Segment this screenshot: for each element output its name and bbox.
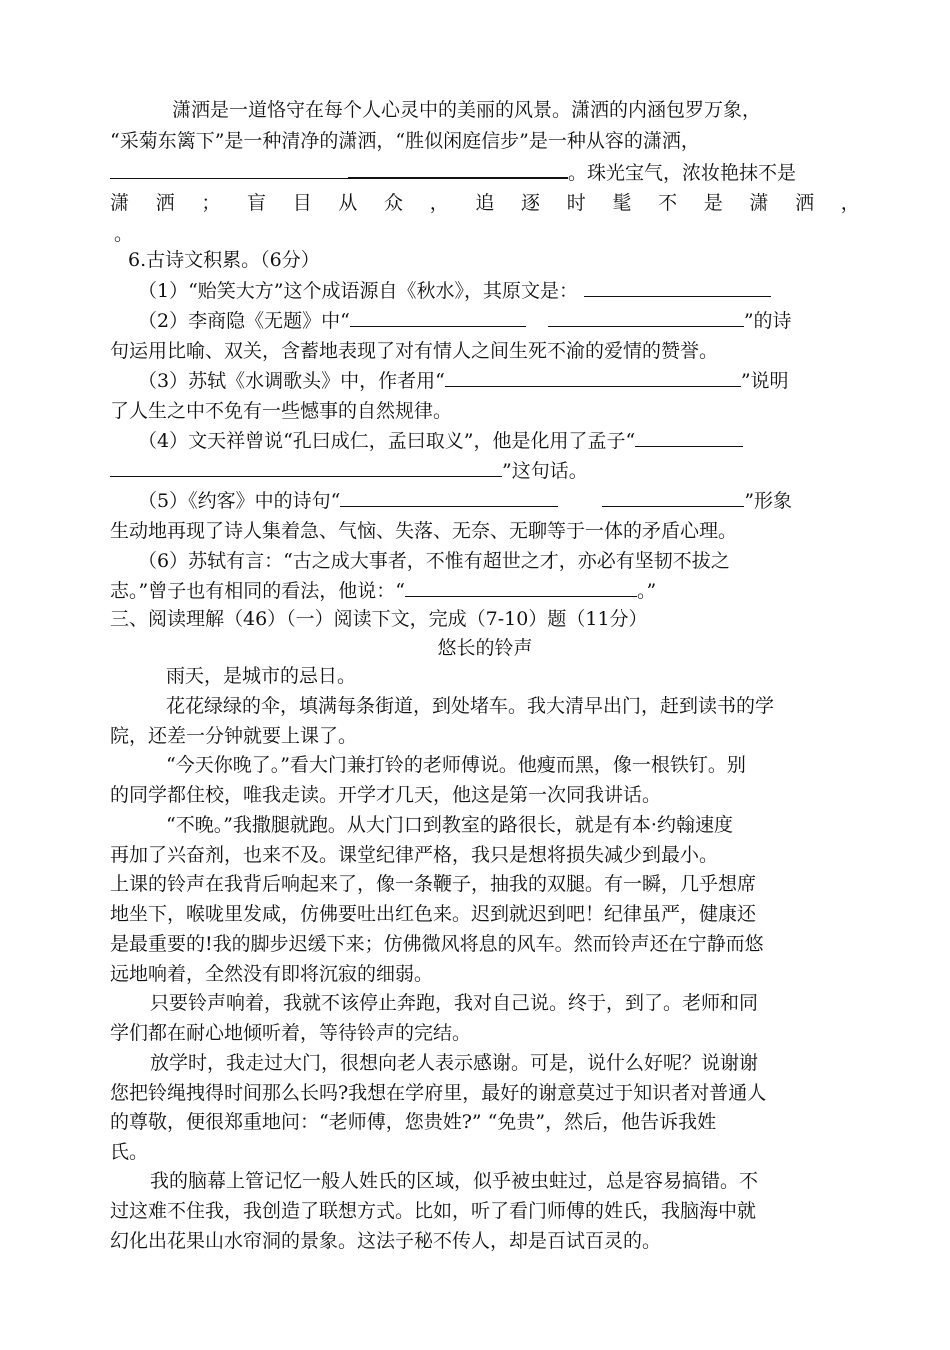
char: 追	[475, 192, 495, 214]
paragraph-text: 。珠光宝气，浓妆艳抹不是	[568, 162, 797, 184]
question-item: （6）苏轼有言：“古之成大事者，不惟有超世之才，亦必有坚韧不拔之	[138, 550, 730, 572]
question-text: （4）文天祥曾说“孔曰成仁，孟曰取义”，他是化用了孟子“	[138, 430, 636, 452]
paragraph-line: 的同学都住校，唯我走读。开学才几天，他这是第一次同我讲话。	[110, 784, 662, 806]
paragraph-line: 再加了兴奋剂，也来不及。课堂纪律严格，我只是想将损失减少到最小。	[110, 844, 719, 866]
paragraph-line: 远地响着，全然没有即将沉寂的细弱。	[110, 963, 434, 985]
paragraph-line: 学们都在耐心地倾听着，等待铃声的完结。	[110, 1022, 472, 1044]
section-heading: 三、阅读理解（46）（一）阅读下文，完成（7-10）题（11分）	[110, 608, 648, 630]
char: ；	[201, 192, 221, 214]
char: 逐	[521, 192, 541, 214]
article-title: 悠长的铃声	[437, 637, 533, 659]
blank-underline	[584, 276, 771, 297]
question-text: （5）《约客》中的诗句“	[138, 490, 341, 512]
char: 洒	[155, 192, 175, 214]
paragraph-line: 只要铃声响着，我就不该停止奔跑，我对自己说。终于，到了。老师和同	[150, 992, 759, 1014]
question-text: ”形象	[744, 490, 793, 512]
paragraph-line: 是最重要的!我的脚步迟缓下来；仿佛微风将息的风车。然而铃声还在宁静而悠	[110, 933, 764, 955]
char: ，	[429, 192, 449, 214]
paragraph-line: 。	[114, 223, 134, 245]
paragraph-line: 院，还差一分钟就要上课了。	[110, 725, 358, 747]
question-item	[138, 366, 860, 396]
paragraph-line: 上课的铃声在我背后响起来了，像一条鞭子，抽我的双腿。有一瞬，几乎想席	[110, 873, 757, 895]
paragraph-line: 氏。	[110, 1141, 149, 1163]
paragraph-line: 潇洒是一道恪守在每个人心灵中的美丽的风景。潇洒的内涵包罗万象，	[172, 99, 762, 121]
question-item	[110, 576, 860, 606]
paragraph-line: 我的脑幕上管记忆一般人姓氏的区域，似乎被虫蛀过，总是容易搞错。不	[150, 1170, 759, 1192]
question-text: （1）“贻笑大方”这个成语源自《秋水》，其原文是：	[138, 280, 579, 302]
question-text: ”的诗	[743, 310, 792, 332]
char: 众	[384, 192, 404, 214]
blank-underline	[602, 486, 744, 507]
spaced-line	[110, 188, 860, 218]
paragraph-line: 幻化出花果山水帘洞的景象。这法子秘不传人，却是百试百灵的。	[110, 1230, 662, 1252]
char: ，	[840, 192, 860, 214]
paragraph-line: 雨天，是城市的忌日。	[166, 665, 357, 687]
question-text: ”这句话。	[502, 460, 588, 482]
question-heading: 6.古诗文积累。（6分）	[128, 249, 320, 271]
char: 目	[292, 192, 312, 214]
paragraph-line: 放学时，我走过大门，很想向老人表示感谢。可是，说什么好呢？说谢谢	[150, 1052, 759, 1074]
question-text: 。”	[636, 580, 657, 602]
blank-underline	[445, 366, 741, 387]
blank-underline	[110, 456, 502, 477]
char: 不	[658, 192, 678, 214]
char: 洒	[795, 192, 815, 214]
question-text: 志。”曾子也有相同的看法，他说：“	[110, 580, 405, 602]
question-item	[138, 306, 860, 336]
question-item	[138, 486, 860, 516]
question-text: （3）苏轼《水调歌头》中，作者用“	[138, 370, 445, 392]
char: 潇	[110, 192, 130, 214]
paragraph-line: “采菊东篱下”是一种清净的潇洒，“胜似闲庭信步”是一种从容的潇洒，	[110, 130, 700, 152]
blank-underline	[340, 486, 558, 507]
blank-underline	[348, 157, 568, 179]
paragraph-line: 花花绿绿的伞，填满每条街道，到处堵车。我大清早出门，赶到读书的学	[166, 695, 775, 717]
answer-line	[110, 157, 860, 187]
question-item	[138, 426, 860, 456]
char: 从	[338, 192, 358, 214]
paragraph-line: “今天你晚了。”看大门兼打铃的老师傅说。他瘦而黑，像一根铁钉。别	[166, 754, 746, 776]
question-text: ”说明	[740, 370, 789, 392]
paragraph-line: 地坐下，喉咙里发咸，仿佛要吐出红色来。迟到就迟到吧！纪律虽严，健康还	[110, 903, 757, 925]
blank-underline	[350, 306, 526, 327]
char: 盲	[247, 192, 267, 214]
blank-underline	[405, 576, 637, 597]
paragraph-line: 句运用比喻、双关，含蓄地表现了对有情人之间生死不渝的爱情的赞誉。	[110, 340, 719, 362]
blank-underline	[110, 158, 348, 179]
paragraph-line: 的尊敬，便很郑重地问：“老师傅，您贵姓?” “免贵”，然后，他告诉我姓	[110, 1111, 717, 1133]
question-item	[138, 276, 860, 306]
char: 时	[566, 192, 586, 214]
paragraph-line: “不晚。”我撒腿就跑。从大门口到教室的路很长，就是有本·约翰速度	[166, 814, 733, 836]
blank-underline	[548, 306, 744, 327]
question-item	[110, 456, 860, 486]
paragraph-line: 了人生之中不免有一些憾事的自然规律。	[110, 400, 453, 422]
paragraph-line: 您把铃绳拽得时间那么长吗?我想在学府里，最好的谢意莫过于知识者对普通人	[110, 1082, 767, 1104]
blank-underline	[635, 426, 743, 447]
question-text: （2）李商隐《无题》中“	[138, 310, 350, 332]
paragraph-line: 过这难不住我，我创造了联想方式。比如，听了看门师傅的姓氏，我脑海中就	[110, 1200, 757, 1222]
char: 是	[703, 192, 723, 214]
paragraph-line: 生动地再现了诗人集着急、气恼、失落、无奈、无聊等于一体的矛盾心理。	[110, 520, 738, 542]
char: 髦	[612, 192, 632, 214]
char: 潇	[749, 192, 769, 214]
